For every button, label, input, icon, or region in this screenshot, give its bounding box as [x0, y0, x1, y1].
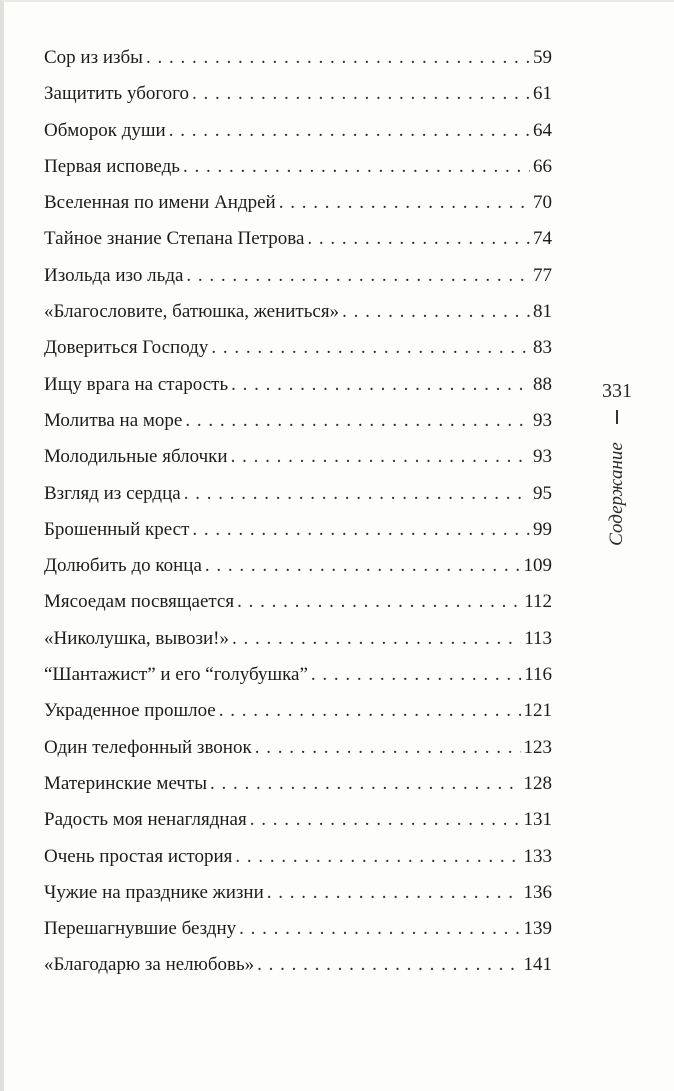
toc-entry — [44, 439, 552, 475]
toc-entry-page: 99 — [533, 518, 552, 540]
toc-entry-page: 93 — [533, 446, 552, 468]
toc-entry-page: 136 — [523, 881, 552, 903]
dot-leader — [342, 294, 530, 330]
toc-entry — [44, 693, 552, 729]
toc-entry — [44, 367, 552, 403]
toc-entry — [44, 621, 552, 657]
dot-leader — [169, 113, 530, 149]
toc-entry — [44, 40, 552, 76]
toc-entry-page: 109 — [523, 555, 552, 577]
toc-entry-title: Молодильные яблочки — [44, 446, 228, 468]
toc-entry-title: Ищу врага на старость — [44, 373, 229, 395]
toc-entry-title: Очень простая история — [44, 845, 233, 867]
page-number: 331 — [602, 380, 632, 402]
toc-entry-page: 74 — [533, 228, 552, 250]
toc-entry — [44, 766, 552, 802]
toc-entry-page: 133 — [523, 845, 552, 867]
dot-leader — [231, 367, 530, 403]
toc-entry — [44, 839, 552, 875]
dot-leader — [183, 149, 530, 185]
toc-entry-title: «Благословите, батюшка, жениться» — [44, 301, 340, 323]
dot-leader — [311, 657, 521, 693]
dot-leader — [210, 766, 520, 802]
dot-leader — [257, 947, 520, 983]
toc-entry-title: Сор из избы — [44, 47, 143, 68]
toc-entry — [44, 512, 552, 548]
toc-entry — [44, 476, 552, 512]
toc-entry-page: 66 — [533, 155, 552, 177]
dot-leader — [192, 76, 530, 112]
toc-entry-page: 83 — [533, 337, 552, 359]
dot-leader — [239, 911, 520, 947]
toc-entry-page: 88 — [533, 373, 552, 395]
toc-entry — [44, 258, 552, 294]
toc-entry-page: 93 — [533, 409, 552, 431]
toc-entry-title: «Благодарю за нелюбовь» — [44, 954, 255, 976]
toc-entry — [44, 113, 552, 149]
dot-leader — [235, 839, 520, 875]
toc-entry-title: Мясоедам посвящается — [44, 591, 235, 613]
toc-entry-title: Долюбить до конца — [44, 555, 202, 577]
toc-entry-title: Изольда изо льда — [44, 264, 184, 286]
toc-entry-page: 116 — [524, 664, 552, 686]
toc-entry — [44, 584, 552, 620]
dot-leader — [267, 875, 521, 911]
toc-entry-page: 70 — [533, 192, 552, 214]
toc-entry — [44, 149, 552, 185]
toc-entry-page: 123 — [523, 736, 552, 758]
dot-leader — [237, 584, 521, 620]
toc-entry-title: Обморок души — [44, 119, 166, 141]
toc-entry-title: Украденное прошлое — [44, 700, 216, 722]
toc-entry-title: Перешагнувшие бездну — [44, 918, 237, 940]
toc-entry-page: 59 — [533, 47, 552, 68]
toc-entry-title: Радость моя ненаглядная — [44, 809, 247, 831]
dot-leader — [219, 693, 521, 729]
section-title: Содержание — [606, 442, 627, 546]
toc-entry-title: Материнские мечты — [44, 772, 208, 794]
toc-entry-page: 64 — [533, 119, 552, 141]
toc-entry-page: 112 — [524, 591, 552, 613]
table-of-contents — [44, 40, 552, 984]
toc-entry-title: Чужие на празднике жизни — [44, 881, 264, 903]
toc-entry-title: Молитва на море — [44, 409, 183, 431]
toc-entry — [44, 330, 552, 366]
toc-entry-page: 95 — [533, 482, 552, 504]
toc-entry-page: 61 — [533, 83, 552, 105]
toc-entry-title: Довериться Господу — [44, 337, 209, 359]
toc-entry — [44, 294, 552, 330]
dot-leader — [146, 40, 530, 76]
toc-entry-title: «Николушка, вывози!» — [44, 627, 229, 649]
dot-leader — [255, 730, 521, 766]
dot-leader — [231, 439, 530, 475]
toc-entry-page: 113 — [524, 627, 552, 649]
toc-entry-title: “Шантажист” и его “голубушка” — [44, 664, 308, 686]
dot-leader — [205, 548, 521, 584]
dot-leader — [192, 512, 530, 548]
toc-entry-title: Взгляд из сердца — [44, 482, 181, 504]
toc-entry-page: 77 — [533, 264, 552, 286]
toc-entry — [44, 657, 552, 693]
dot-leader — [307, 221, 530, 257]
toc-entry-title: Первая исповедь — [44, 155, 180, 177]
dot-leader — [186, 258, 530, 294]
dot-leader — [250, 802, 521, 838]
toc-entry-title: Вселенная по имени Андрей — [44, 192, 276, 214]
header-divider — [616, 410, 618, 424]
toc-entry — [44, 875, 552, 911]
running-header — [596, 380, 636, 570]
toc-entry — [44, 76, 552, 112]
toc-entry — [44, 911, 552, 947]
toc-entry-page: 139 — [523, 918, 552, 940]
toc-entry-title: Защитить убогого — [44, 83, 189, 105]
dot-leader — [184, 476, 530, 512]
toc-entry-page: 121 — [523, 700, 552, 722]
toc-entry — [44, 947, 552, 983]
toc-entry-title: Тайное знание Степана Петрова — [44, 228, 305, 250]
toc-entry — [44, 185, 552, 221]
toc-entry-page: 81 — [533, 301, 552, 323]
toc-entry — [44, 221, 552, 257]
toc-entry-page: 141 — [523, 954, 552, 976]
dot-leader — [279, 185, 530, 221]
toc-entry — [44, 403, 552, 439]
toc-entry-page: 131 — [523, 809, 552, 831]
toc-entry-title: Один телефонный звонок — [44, 736, 252, 758]
dot-leader — [211, 330, 530, 366]
toc-entry — [44, 730, 552, 766]
toc-entry — [44, 802, 552, 838]
toc-entry-title: Брошенный крест — [44, 518, 190, 540]
toc-entry — [44, 548, 552, 584]
dot-leader — [185, 403, 530, 439]
toc-entry-page: 128 — [523, 772, 552, 794]
dot-leader — [232, 621, 521, 657]
